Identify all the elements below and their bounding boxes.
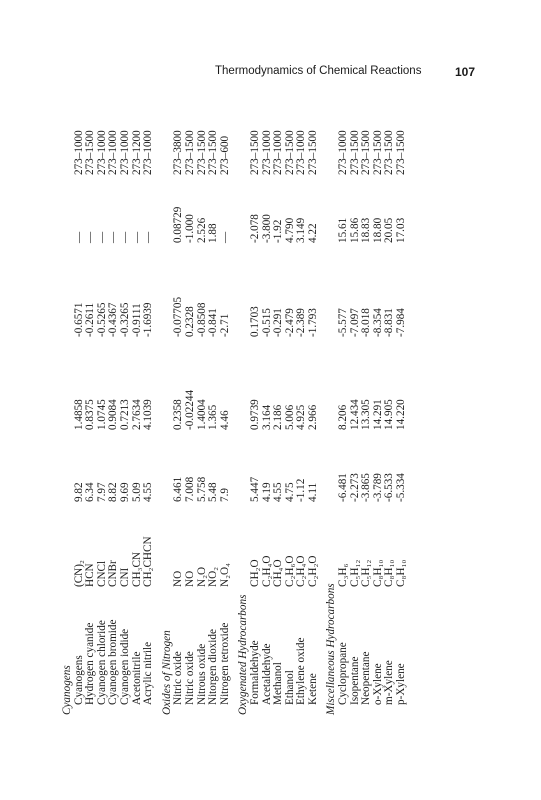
section-gap: [155, 207, 162, 243]
name-column: [62, 583, 408, 715]
table-cell-range: 273–1500: [84, 130, 97, 175]
table-cell-a: -2.273: [348, 473, 361, 502]
table-cell-name: Isopentane: [348, 656, 361, 705]
table-cell-d: 20.05: [383, 217, 396, 243]
table-cell-b: 4.1039: [142, 399, 155, 430]
section-gap: [231, 536, 238, 587]
table-cell-range: 273–1000: [107, 130, 120, 175]
section-title-spacer: [62, 390, 74, 430]
table-cell-d: 15.86: [348, 217, 361, 243]
table-cell-a: 4.55: [272, 482, 285, 502]
table-cell-range: 273–1500: [383, 130, 396, 175]
table-cell-b: 1.365: [207, 404, 220, 430]
table-cell-range: 273–1000: [142, 130, 155, 175]
table-cell-b: 0.9739: [248, 399, 261, 430]
table-cell-range: 273–1500: [283, 130, 296, 175]
table-cell-formula: HCN: [84, 563, 97, 587]
table-cell-range: 273–1000: [272, 130, 285, 175]
temp-range-column: [62, 130, 408, 175]
table-cell-formula: NO₂: [207, 566, 220, 587]
table-cell-c: -0.9111: [130, 303, 143, 337]
formula-column: [62, 536, 408, 587]
table-cell-c: -0.6571: [72, 302, 85, 337]
table-cell-a: 4.11: [306, 482, 319, 502]
table-cell-b: 14.220: [395, 399, 408, 430]
table-cell-name: Acetonitrile: [130, 651, 143, 705]
table-cell-formula: N₂O₄: [218, 563, 231, 587]
table-cell-b: 8.206: [337, 404, 350, 430]
table-cell-formula: CH₄O: [272, 559, 285, 587]
table-cell-a: 6.34: [84, 482, 97, 502]
table-cell-b: 12.434: [348, 399, 361, 430]
table-cell-d: —: [72, 231, 85, 243]
table-cell-d: -3.800: [260, 214, 273, 243]
section-gap: [231, 297, 238, 337]
table-cell-c: -0.841: [207, 308, 220, 337]
table-cell-name: Nitrogen tetroxide: [218, 622, 231, 705]
table-cell-c: 0.1703: [248, 306, 261, 337]
table-cell-a: 5.758: [195, 476, 208, 502]
rotated-table-wrapper: [62, 115, 502, 715]
section-gap: [319, 536, 326, 587]
table-cell-a: 9.82: [72, 482, 85, 502]
table-cell-name: m-Xylene: [383, 660, 396, 705]
table-cell-name: Acetaldehyde: [260, 643, 273, 705]
section-title: Oxides of Nitrogen: [160, 630, 173, 715]
table-cell-range: 273–1500: [348, 130, 361, 175]
table-cell-c: -1.6939: [142, 302, 155, 337]
coef-a-column: [62, 473, 408, 502]
heat-capacity-table: [62, 115, 502, 715]
section-title: Oxygenated Hydrocarbons: [237, 594, 250, 715]
table-cell-a: -3.789: [371, 473, 384, 502]
table-cell-a: 5.447: [248, 476, 261, 502]
table-cell-formula: C₂H₆O: [283, 555, 296, 587]
table-cell-b: 0.9084: [107, 399, 120, 430]
coef-d-column: [62, 207, 408, 243]
table-cell-b: 4.925: [295, 404, 308, 430]
table-cell-d: 1.88: [207, 223, 220, 243]
table-cell-formula: CH₃CN: [130, 552, 143, 587]
table-cell-name: Nitric oxide: [172, 651, 185, 705]
table-cell-name: p-Xylene: [395, 663, 408, 705]
table-cell-d: —: [118, 231, 131, 243]
section-title: Cyanogens: [61, 665, 73, 715]
table-cell-name: Ethanol: [283, 670, 296, 705]
table-cell-a: 4.19: [260, 482, 273, 502]
section-gap: [319, 130, 326, 175]
table-cell-formula: C₂H₄O: [260, 555, 273, 587]
table-cell-range: 273–1000: [72, 130, 85, 175]
table-cell-name: Cyanogens: [72, 655, 85, 705]
table-cell-formula: C₃H₆: [337, 563, 350, 587]
table-cell-range: 273–1000: [118, 130, 131, 175]
table-cell-formula: CH₂CHCN: [142, 536, 155, 587]
table-cell-name: Neopentane: [360, 651, 373, 705]
table-cell-name: Nitorgen dioxide: [207, 629, 220, 705]
table-cell-b: 2.7634: [130, 399, 143, 430]
section-title-spacer: [62, 297, 74, 337]
table-cell-formula: CNCl: [95, 560, 108, 587]
table-cell-formula: N₂O: [195, 566, 208, 587]
table-cell-b: 13.305: [360, 399, 373, 430]
table-cell-range: 273–1500: [395, 130, 408, 175]
table-cell-a: -3.865: [360, 473, 373, 502]
table-cell-b: 3.164: [260, 404, 273, 430]
table-cell-range: 273–1500: [207, 130, 220, 175]
table-cell-range: 273–1200: [130, 130, 143, 175]
table-cell-d: -1.92: [272, 219, 285, 243]
table-cell-b: 2.966: [306, 404, 319, 430]
section-title-spacer: [62, 130, 74, 175]
table-cell-range: 273–1500: [371, 130, 384, 175]
table-cell-b: 14.291: [371, 399, 384, 430]
table-cell-range: 273–1500: [195, 130, 208, 175]
table-cell-d: —: [130, 231, 143, 243]
table-cell-b: 0.7213: [118, 399, 131, 430]
table-cell-formula: C₂H₄O: [295, 555, 308, 587]
table-cell-name: Ethylene oxide: [295, 637, 308, 705]
table-cell-d: 15.61: [337, 217, 350, 243]
section-gap: [231, 207, 238, 243]
table-cell-name: o-Xylene: [371, 663, 384, 705]
table-cell-formula: C₅H₁₂: [348, 559, 361, 587]
table-cell-range: 273–1500: [248, 130, 261, 175]
section-gap: [319, 207, 326, 243]
table-cell-a: -6.481: [337, 473, 350, 502]
table-cell-c: -0.5265: [95, 302, 108, 337]
table-cell-name: Nitric oxide: [183, 651, 196, 705]
table-cell-a: 5.09: [130, 482, 143, 502]
table-cell-c: -8.354: [371, 308, 384, 337]
table-cell-range: 273–1000: [260, 130, 273, 175]
table-cell-b: 0.2358: [172, 399, 185, 430]
table-cell-a: -1.12: [295, 478, 308, 502]
table-cell-c: -7.984: [395, 308, 408, 337]
table-cell-name: Cyanogen bromide: [107, 619, 120, 705]
table-cell-d: —: [142, 231, 155, 243]
page-header: [215, 63, 475, 83]
table-cell-c: -8.018: [360, 308, 373, 337]
table-cell-c: -0.3265: [118, 302, 131, 337]
table-cell-range: 273–1000: [295, 130, 308, 175]
table-cell-c: -1.793: [306, 308, 319, 337]
table-cell-d: —: [95, 231, 108, 243]
table-cell-d: 2.526: [195, 217, 208, 243]
table-cell-a: 6.461: [172, 476, 185, 502]
table-cell-a: 7.97: [95, 482, 108, 502]
table-cell-d: 3.149: [295, 217, 308, 243]
coef-c-column: [62, 297, 408, 337]
table-cell-b: 5.006: [283, 404, 296, 430]
section-title-spacer: [62, 207, 74, 243]
table-cell-formula: NO: [183, 570, 196, 587]
section-gap: [231, 390, 238, 430]
table-cell-d: —: [107, 231, 120, 243]
table-cell-range: 273–1000: [95, 130, 108, 175]
table-cell-b: 1.4004: [195, 399, 208, 430]
table-cell-formula: NO: [172, 570, 185, 587]
table-cell-d: 17.03: [395, 217, 408, 243]
table-cell-d: 18.83: [360, 217, 373, 243]
table-cell-formula: C₈H₁₀: [371, 559, 384, 587]
table-cell-formula: C₈H₁₀: [383, 559, 396, 587]
table-cell-range: 273–1000: [337, 130, 350, 175]
table-cell-formula: C₂H₂O: [306, 555, 319, 587]
section-gap: [319, 390, 326, 430]
table-cell-c: -2.71: [218, 313, 231, 337]
table-cell-a: -6.533: [383, 473, 396, 502]
section-gap: [231, 130, 238, 175]
table-cell-d: 4.790: [283, 217, 296, 243]
table-cell-a: 7.9: [218, 488, 231, 502]
table-cell-formula: (CN)₂: [72, 560, 85, 587]
table-cell-range: 273–3800: [172, 130, 185, 175]
section-gap: [231, 473, 238, 502]
table-cell-name: Methanol: [272, 662, 285, 705]
table-cell-range: 273–1500: [183, 130, 196, 175]
table-cell-b: 14.905: [383, 399, 396, 430]
section-gap: [155, 390, 162, 430]
table-cell-range: 273–600: [218, 135, 231, 175]
table-cell-b: -0.02244: [183, 389, 196, 430]
table-cell-a: -5.334: [395, 473, 408, 502]
table-cell-formula: C₅H₁₂: [360, 559, 373, 587]
table-cell-name: Cyclopropane: [337, 642, 350, 705]
section-title-spacer: [62, 536, 74, 587]
table-cell-c: -2.479: [283, 308, 296, 337]
table-cell-c: -5.577: [337, 308, 350, 337]
table-cell-c: -0.515: [260, 308, 273, 337]
coef-b-column: [62, 390, 408, 430]
page-number: 107: [454, 65, 475, 79]
table-cell-range: 273–1500: [306, 130, 319, 175]
section-title-spacer: [62, 473, 74, 502]
table-cell-d: -1.000: [183, 214, 196, 243]
table-cell-name: Cyanogen chloride: [95, 620, 108, 705]
table-cell-name: Acrylic nitrile: [142, 641, 155, 705]
table-cell-c: -0.8508: [195, 302, 208, 337]
section-gap: [155, 473, 162, 502]
table-cell-c: -0.07705: [172, 296, 185, 337]
table-cell-formula: CNI: [118, 567, 131, 587]
table-cell-range: 273–1500: [360, 130, 373, 175]
table-cell-b: 1.4858: [72, 399, 85, 430]
section-gap: [319, 473, 326, 502]
table-cell-c: -0.291: [272, 308, 285, 337]
table-cell-name: Ketene: [306, 673, 319, 705]
section-gap: [319, 297, 326, 337]
table-cell-a: 8.82: [107, 482, 120, 502]
running-title: Thermodynamics of Chemical Reactions: [215, 65, 422, 77]
table-cell-c: -2.389: [295, 308, 308, 337]
table-cell-b: 4.46: [218, 410, 231, 430]
table-cell-b: 2.186: [272, 404, 285, 430]
table-cell-name: Hydrogen cyanide: [84, 622, 97, 705]
section-gap: [155, 536, 162, 587]
table-cell-c: -0.4367: [107, 302, 120, 337]
table-cell-formula: CH₂O: [248, 559, 261, 587]
section-title: Miscellaneous Hydrocarbons: [325, 583, 338, 715]
section-gap: [155, 130, 162, 175]
table-cell-c: -8.831: [383, 308, 396, 337]
table-cell-d: 4.22: [306, 223, 319, 243]
table-cell-name: Nitrous oxide: [195, 643, 208, 705]
table-cell-d: 18.80: [371, 217, 384, 243]
table-cell-d: -2.078: [248, 214, 261, 243]
section-gap: [155, 297, 162, 337]
table-cell-formula: CNBr: [107, 560, 120, 587]
table-cell-a: 4.55: [142, 482, 155, 502]
table-cell-b: 0.8375: [84, 399, 97, 430]
table-cell-d: —: [218, 231, 231, 243]
table-cell-b: 1.0745: [95, 399, 108, 430]
table-cell-a: 5.48: [207, 482, 220, 502]
table-cell-a: 9.69: [118, 482, 131, 502]
table-cell-c: -0.2611: [84, 302, 97, 337]
table-cell-name: Formaldehyde: [248, 640, 261, 705]
table-cell-formula: C₈H₁₀: [395, 559, 408, 587]
table-cell-a: 4.75: [283, 482, 296, 502]
table-cell-d: 0.08729: [172, 206, 185, 243]
table-cell-name: Cyanogen iodide: [118, 628, 131, 705]
table-cell-a: 7.008: [183, 476, 196, 502]
table-cell-c: 0.2328: [183, 306, 196, 337]
table-cell-d: —: [84, 231, 97, 243]
table-cell-c: -7.097: [348, 308, 361, 337]
